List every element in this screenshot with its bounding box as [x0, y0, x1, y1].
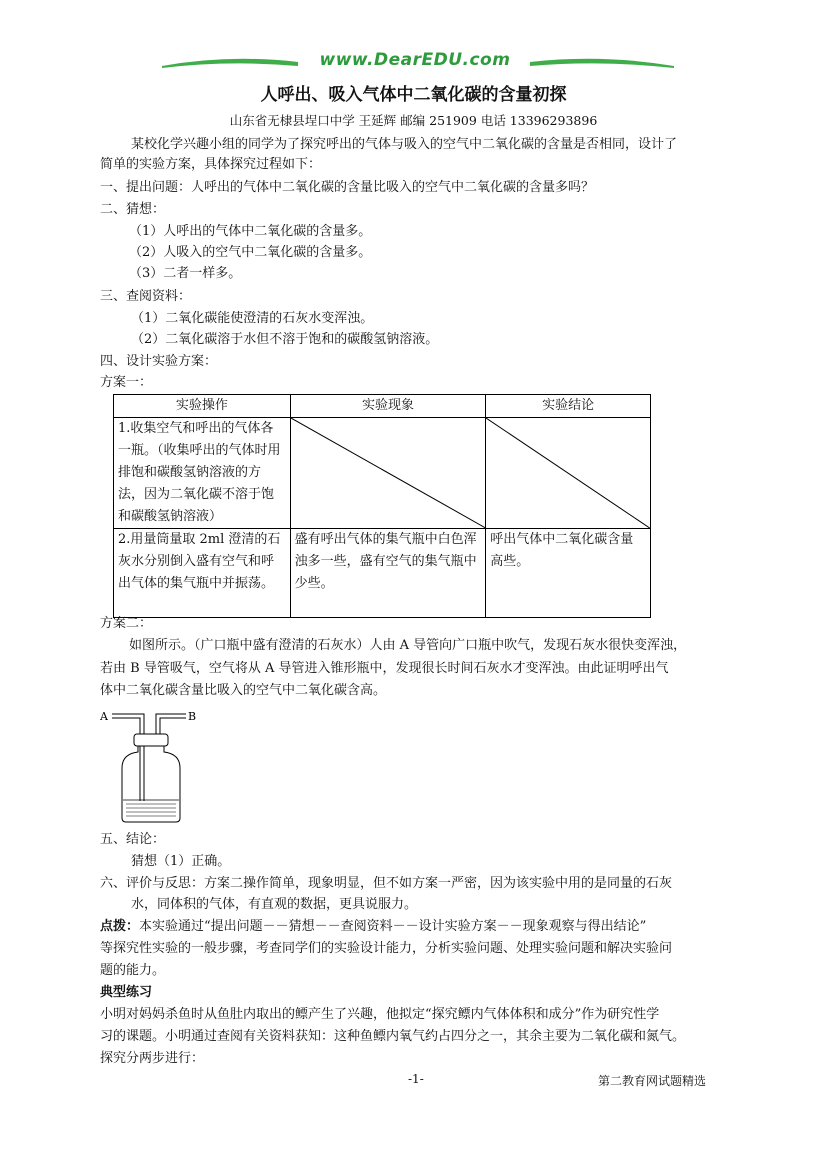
table-row	[114, 418, 651, 529]
row1-phenomenon-empty	[290, 418, 486, 529]
row1-conclusion-empty	[486, 418, 651, 529]
section-refs: 三、查阅资料：	[100, 289, 192, 304]
section-reflection: 水，同体积的气体，有直观的数据，更具说服力。	[131, 897, 418, 912]
intro-line: 某校化学兴趣小组的同学为了探究呼出的气体与吸入的空气中二氧化碳的含量是否相同，设计了	[131, 137, 678, 152]
plan-two-text: 若由 B 导管吸气，空气将从 A 导管进入锥形瓶中，发现很长时间石灰水才变浑浊。由此证明呼出气	[100, 661, 669, 676]
site-banner[interactable]: www.DearEDU.com	[319, 50, 511, 70]
apparatus-figure	[100, 706, 210, 826]
diagonal-slash	[291, 418, 486, 528]
tube-a-label: A	[100, 710, 108, 723]
conclusion-text: 猜想（1）正确。	[131, 854, 231, 869]
intro-line: 简单的实验方案，具体探究过程如下：	[100, 157, 322, 172]
plan-two-label: 方案二：	[100, 616, 153, 631]
row1-operation: 1.收集空气和呼出的气体各一瓶。（收集呼出的气体时用排饱和碳酸氢钠溶液的方法，因为二氧化碳不溶于饱和碳酸氢钠溶液）	[114, 418, 291, 529]
row2-phenomenon: 盛有呼出气体的集气瓶中白色浑浊多一些，盛有空气的集气瓶中少些。	[290, 529, 486, 618]
tip-label: 点拨：	[100, 919, 140, 934]
section-design: 四、设计实验方案：	[100, 354, 218, 369]
section-reflection: 六、评价与反思：方案二操作简单，现象明显，但不如方案一严密，因为该实验中用的是同量的石灰	[100, 876, 673, 891]
footer-source: 第二教育网试题精选	[598, 1074, 707, 1088]
ref-item: （1）二氧化碳能使澄清的石灰水变浑浊。	[131, 311, 374, 326]
header-operation: 实验操作	[114, 395, 291, 418]
page-number: -1-	[408, 1072, 424, 1086]
banner-swoosh-right	[528, 52, 676, 74]
plan-two-text: 如图所示。（广口瓶中盛有澄清的石灰水）人由 A 导管向广口瓶中吹气，发现石灰水很快变浑浊，	[129, 638, 687, 653]
table-header-row	[114, 395, 651, 418]
author-line: 山东省无棣县埕口中学 王延辉 邮编 251909 电话 13396293896	[229, 113, 598, 128]
header-conclusion: 实验结论	[486, 395, 651, 418]
guess-item: （1）人呼出的气体中二氧化碳的含量多。	[129, 224, 372, 239]
tip-line: 等探究性实验的一般步骤，考查同学们的实验设计能力，分析实验问题、处理实验问题和解决实验问	[100, 941, 673, 956]
header-phenomenon: 实验现象	[290, 395, 486, 418]
ref-item: （2）二氧化碳溶于水但不溶于饱和的碳酸氢钠溶液。	[131, 332, 439, 347]
practice-text: 小明对妈妈杀鱼时从鱼肚内取出的鳔产生了兴趣，他拟定“探究鳔内气体体积和成分”作为研究性学	[100, 1007, 660, 1022]
practice-text: 探究分两步进行：	[100, 1051, 205, 1066]
section-conclusion: 五、结论：	[100, 832, 166, 847]
tip-line: 题的能力。	[100, 963, 166, 978]
tube-b-label: B	[188, 710, 197, 723]
page-title: 人呼出、吸入气体中二氧化碳的含量初探	[260, 85, 567, 105]
tip-text: 本实验通过“提出问题－－猜想－－查阅资料－－设计实验方案－－现象观察与得出结论”	[139, 919, 647, 934]
guess-item: （3）二者一样多。	[129, 266, 242, 281]
diagonal-slash	[486, 418, 650, 528]
plan-one-label: 方案一：	[100, 375, 153, 390]
banner-swoosh-left	[160, 52, 300, 74]
guess-item: （2）人吸入的空气中二氧化碳的含量多。	[129, 245, 372, 260]
row2-operation: 2.用量筒量取 2ml 澄清的石灰水分别倒入盛有空气和呼出气体的集气瓶中并振荡。	[114, 529, 291, 618]
section-guess: 二、猜想：	[100, 202, 166, 217]
experiment-table	[113, 394, 651, 618]
plan-two-text: 体中二氧化碳含量比吸入的空气中二氧化碳含高。	[100, 683, 387, 698]
table-row	[114, 529, 651, 618]
practice-heading: 典型练习	[100, 985, 153, 1000]
tip-line	[100, 917, 646, 936]
section-question: 一、提出问题：人呼出的气体中二氧化碳的含量比吸入的空气中二氧化碳的含量多吗？	[100, 180, 595, 195]
practice-text: 习的课题。小明通过查阅有关资料获知：这种鱼鳔内氧气约占四分之一，其余主要为二氧化碳和氮气。	[100, 1029, 686, 1044]
row2-conclusion: 呼出气体中二氧化碳含量高些。	[486, 529, 651, 618]
